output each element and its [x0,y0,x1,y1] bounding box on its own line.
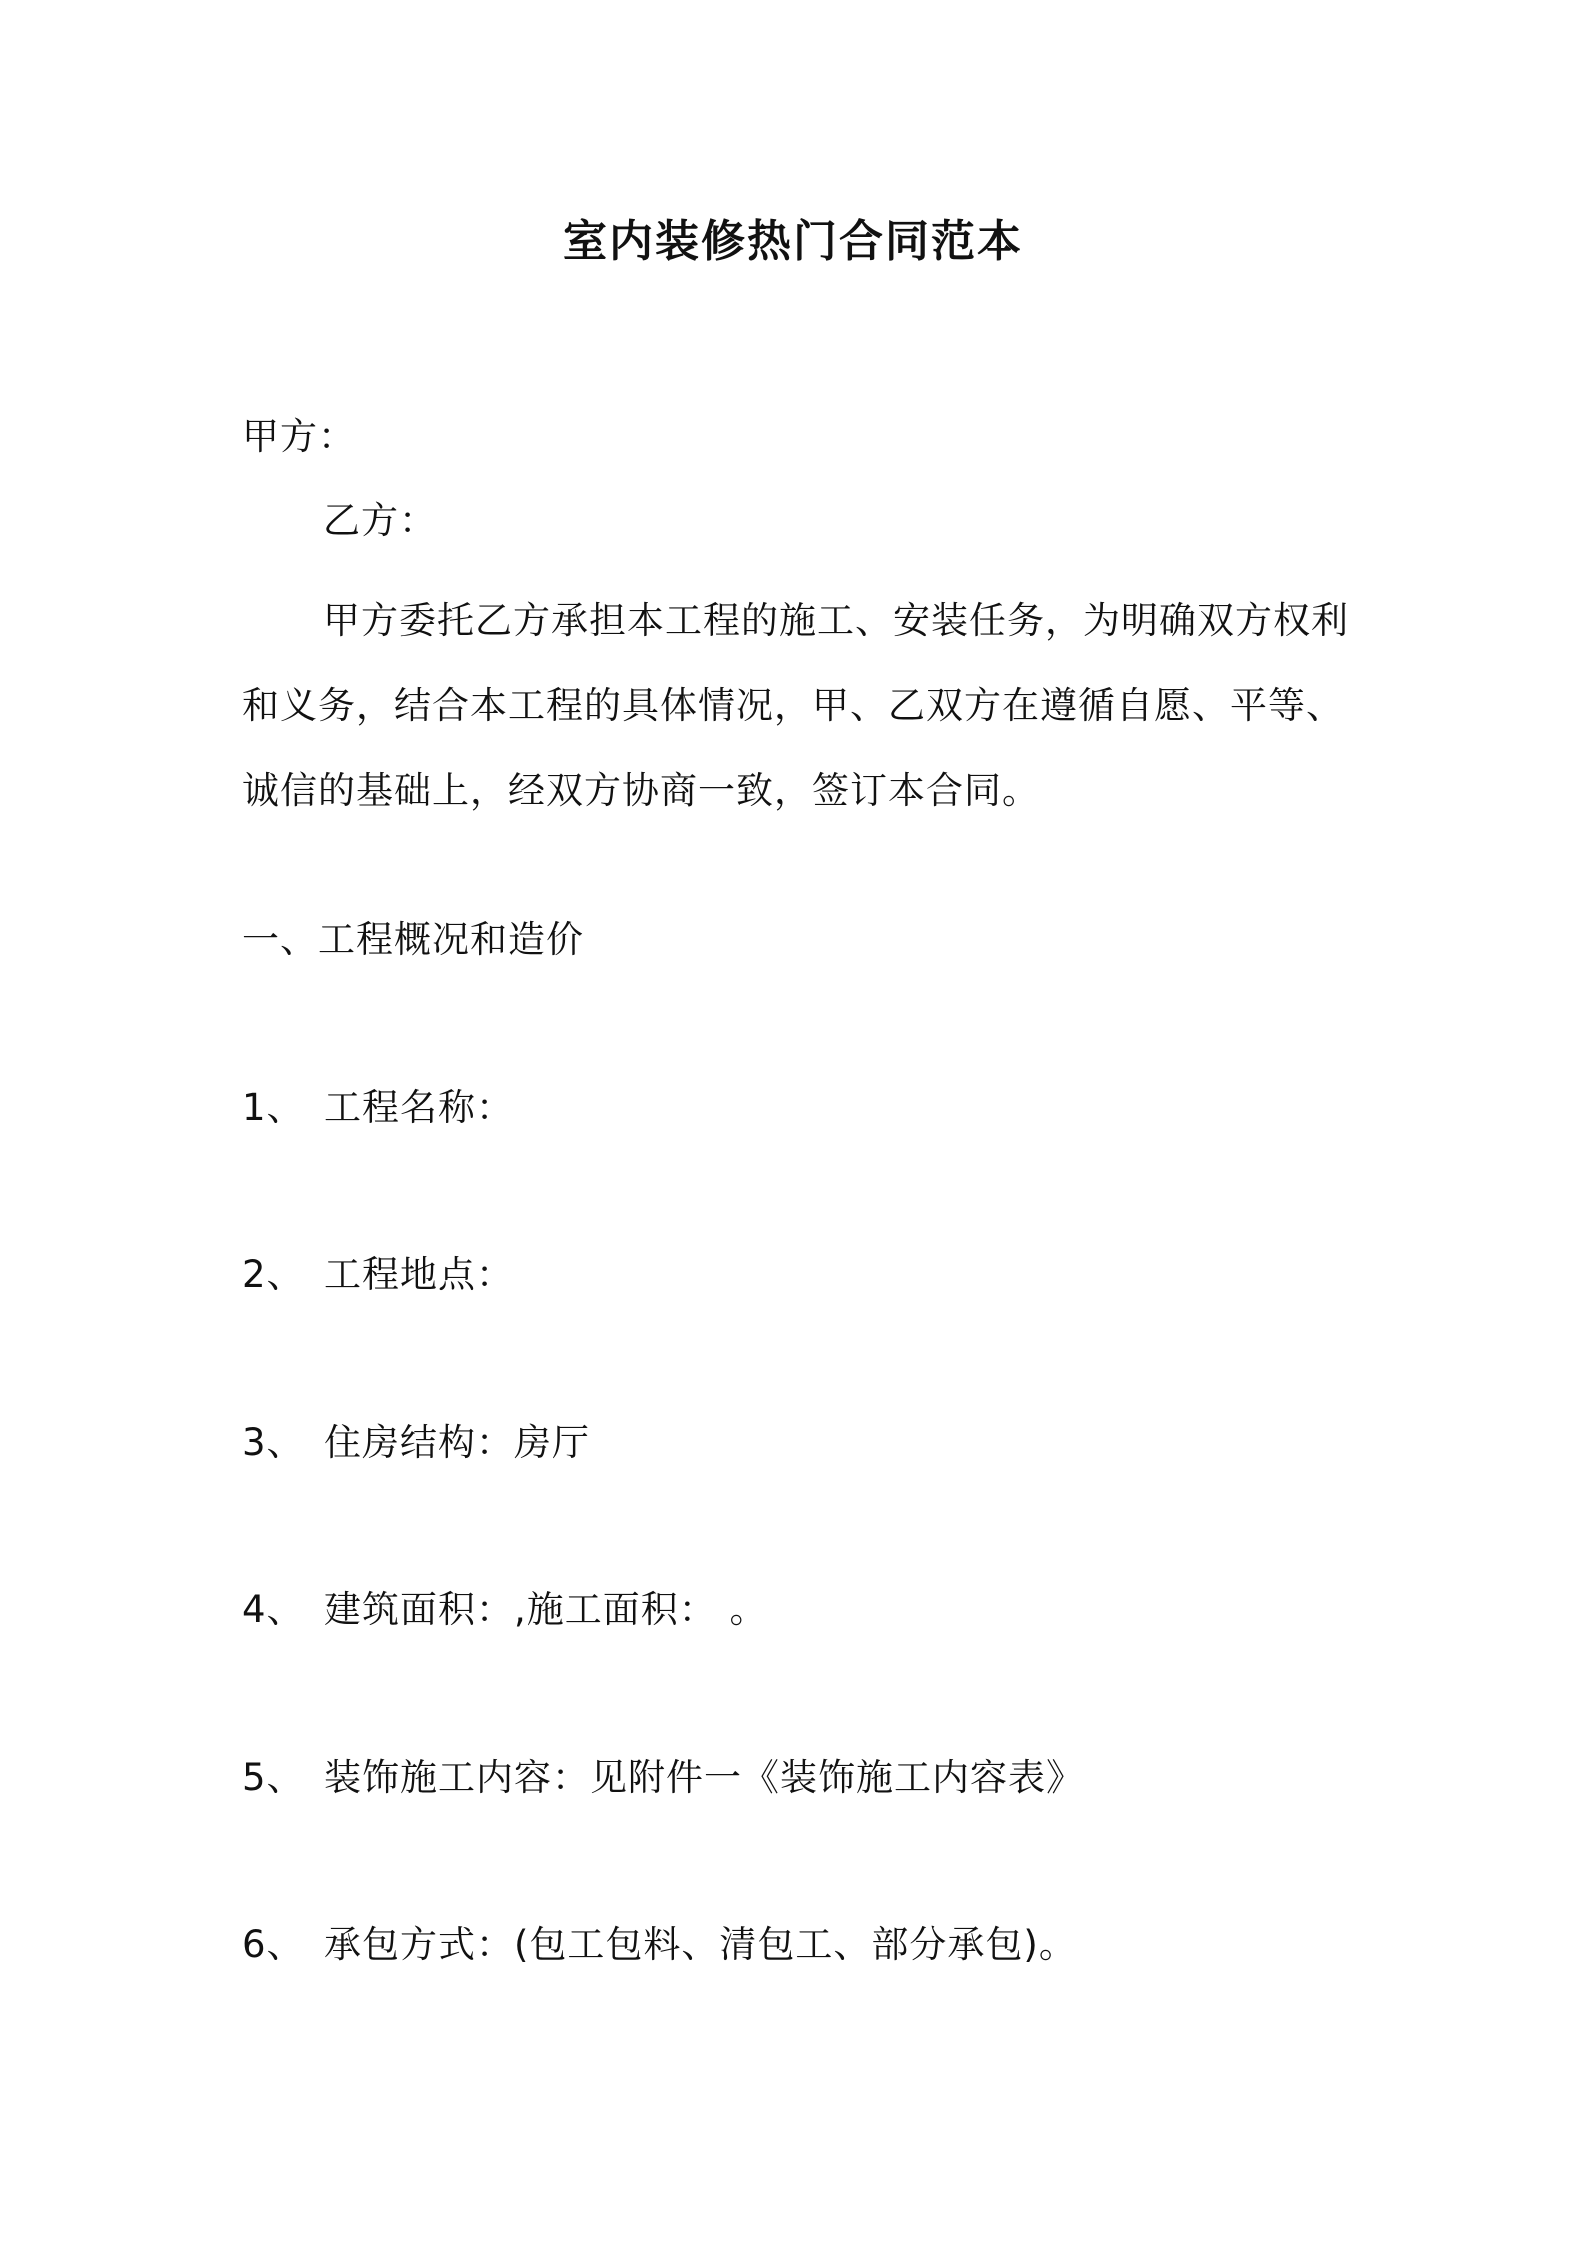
list-item-text: 装饰施工内容：见附件一《装饰施工内容表》 [324,1756,1084,1799]
list-item [242,1585,768,1635]
list-item [242,1083,514,1133]
list-item-number: 3、 [242,1421,305,1464]
list-item-number: 4、 [242,1588,305,1631]
list-item-text: 建筑面积：,施工面积： 。 [324,1588,768,1631]
party-b-label: 乙方： [323,499,437,542]
list-item-number: 5、 [242,1756,305,1799]
list-item-text: 承包方式：(包工包料、清包工、部分承包)。 [324,1923,1077,1966]
list-item-text: 工程地点： [324,1253,514,1296]
document-title: 室内装修热门合同范本 [563,216,1023,267]
list-item-number: 2、 [242,1253,305,1296]
section-heading: 一、工程概况和造价 [242,918,584,961]
intro-paragraph: 甲方委托乙方承担本工程的施工、安装任务，为明确双方权利和义务，结合本工程的具体情况，甲、乙双方在遵循自愿、平等、诚信的基础上，经双方协商一致，签订本合同。 [242,599,1349,812]
list-item-text: 住房结构：房厅 [324,1421,590,1464]
list-item-number: 6、 [242,1923,305,1966]
list-item-text: 工程名称： [324,1086,514,1129]
list-item [242,1418,590,1468]
list-item-number: 1、 [242,1086,305,1129]
party-a-label: 甲方： [242,415,356,458]
list-item [242,1250,514,1300]
list-item [242,1753,1084,1803]
list-item [242,1920,1077,1970]
